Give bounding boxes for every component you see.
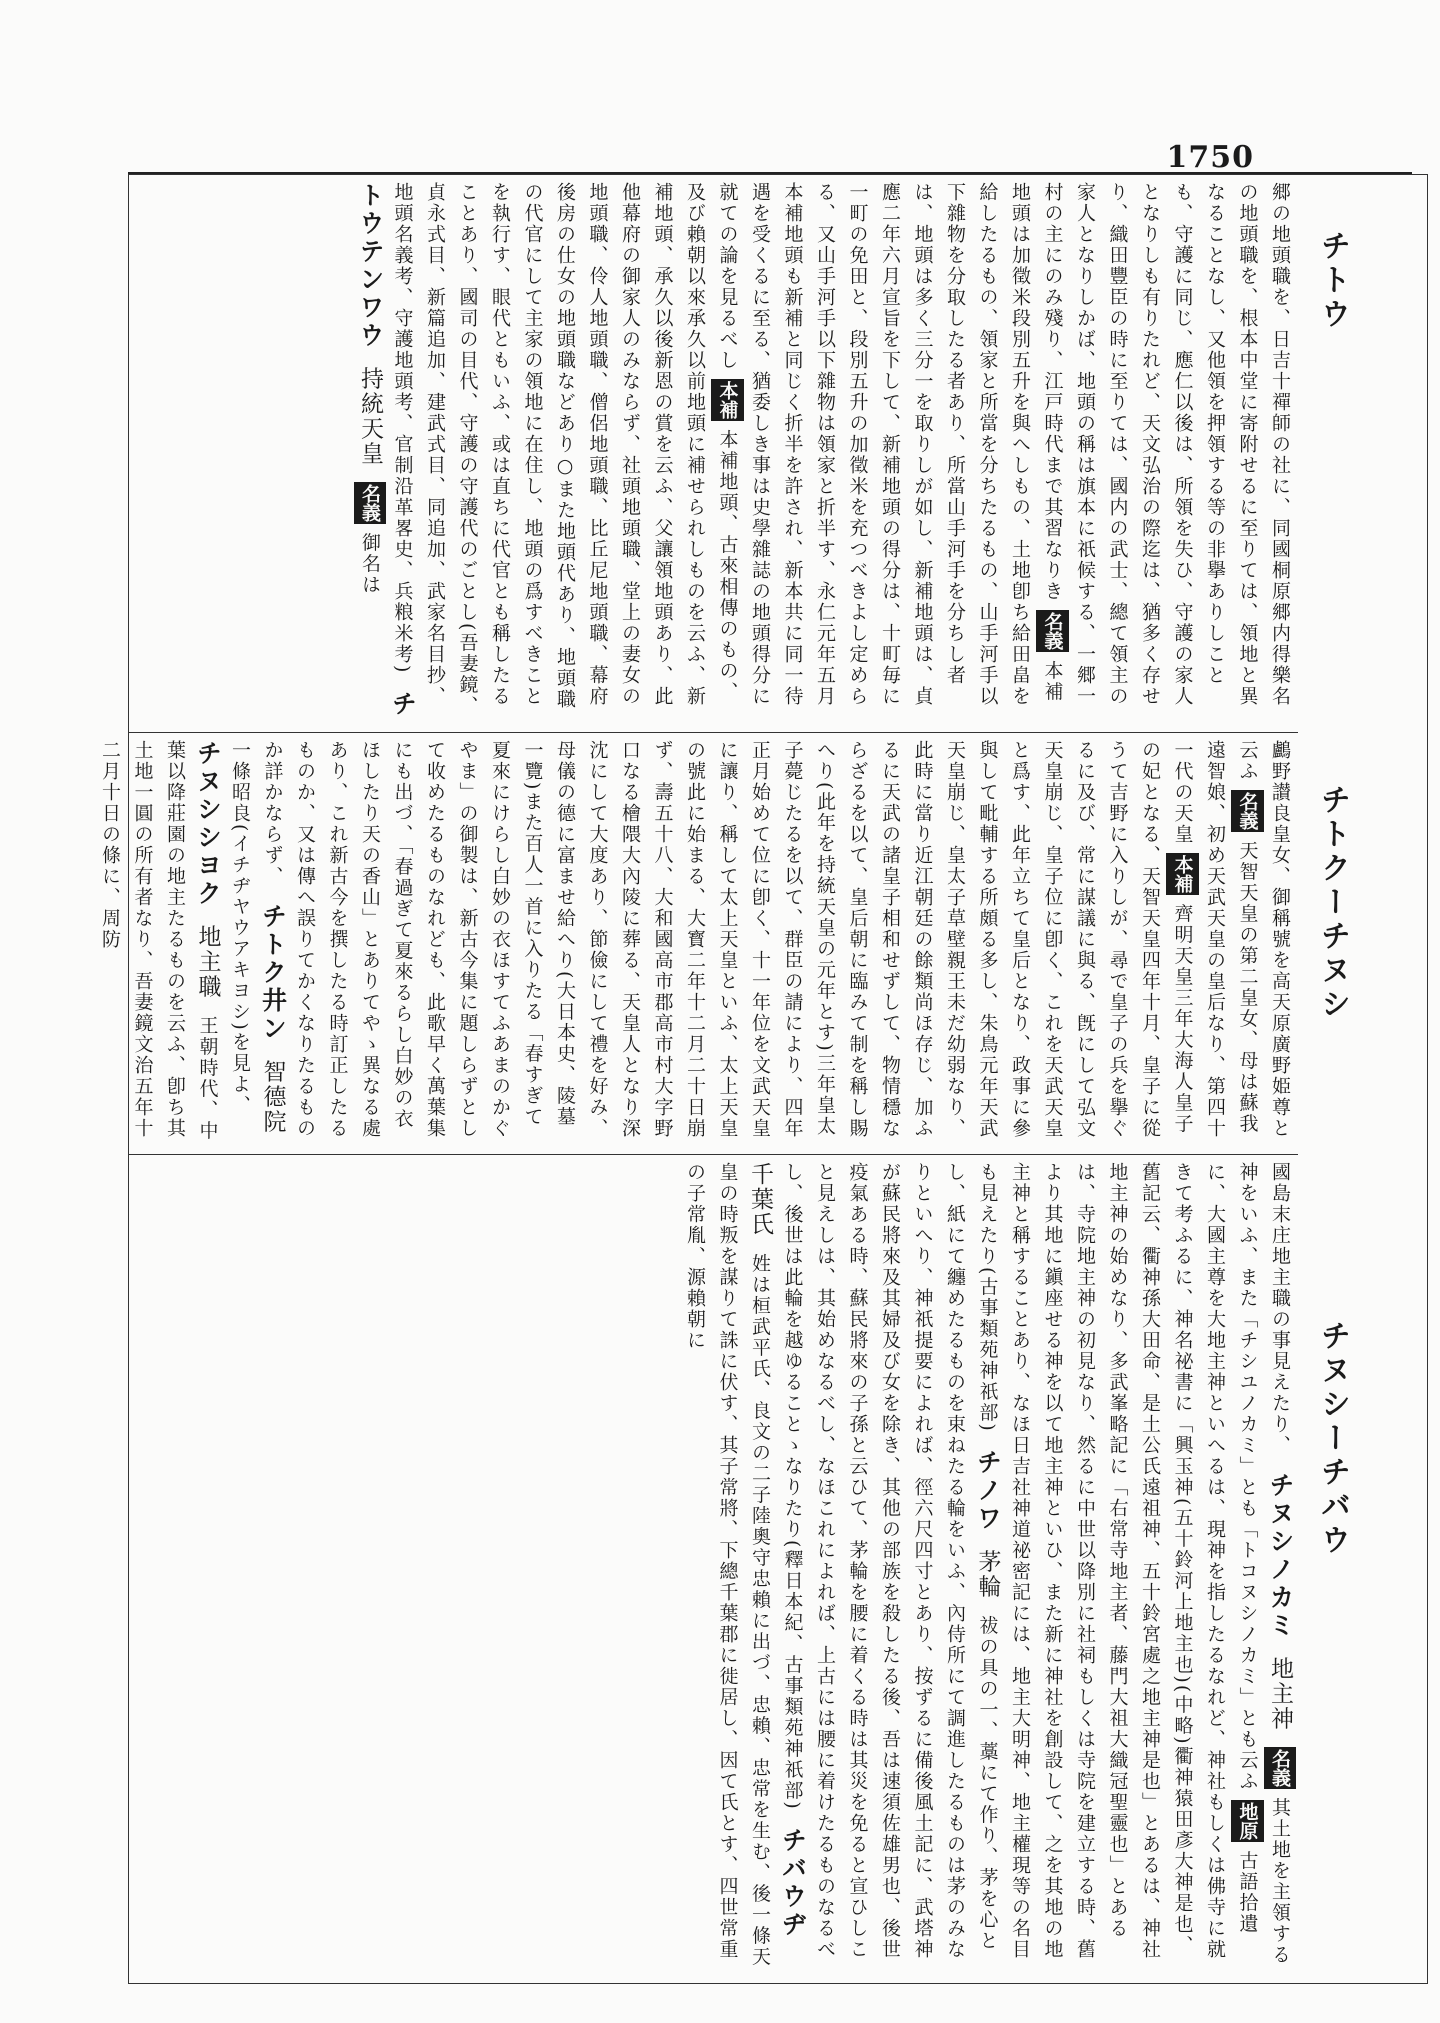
bottom-section <box>136 1162 1296 1972</box>
middle-paragraph-3: 齊明天皇三年大海人皇子の妃となる、天智天皇四年十月、皇子に從うて吉野に入りしが、尋で皇子の兵を擧ぐるに及び、常に謀議に與る、旣にして弘文天皇崩じ、皇子位に卽く、これを天武天皇と爲す、此年立ちて皇后となり、政事に參與して毗輔する所頗る多し、朱鳥元年天武天皇崩じ、皇太子草壁親王未だ幼弱なり、此時に當り近江朝廷の餘類尚ほ存じ、加ふるに天武の諸皇子相和せずして、物情穩ならざるを以て、皇后朝に臨みて制を稱し賜へり(此年を持統天皇の元年とす)三年皇太子薨じたるを以て、群臣の請により、四年正月始めて位に卽く、十一年位を文武天皇に讓り、稱して太上天皇といふ、太上天皇の號此に始まる、大寳二年十二月二十日崩ず、壽五十八、大和國高市郡高市村大字野口なる檜隈大內陵に葬る、天皇人となり深沈にして大度あり、節儉にして禮を好み、母儀の德に富ませ給へり(大日本史、陵墓一覽)また百人一首に入りたる「春すぎて夏來にけらし白妙の衣ほすてふあまのかぐやま」の御製は、新古今集に題しらずとして收めたるものなれども、此歌早く萬葉集にも出づ、「春過ぎて夏來るらし白妙の衣ほしたり天の香山」とありてやゝ異なる處あり、これ新古今を撰したる時訂正したるものか、又は傳へ誤りてかくなりたるものか詳かならず、 <box>261 740 1194 1139</box>
middle-section <box>99 740 1296 1145</box>
top-paragraph-2: 本補地頭は加徵米段別五升を與へしもの、土地卽ち給田畠を給したるもの、領家と所當を分ちたるもの、山手河手以下雜物を分取したる者あり、所當山手河手を分ちし者は、地頭は多く三分一を取りしが如し、新補地頭は、貞應二年六月宣旨を下して、新補地頭の得分は、十町毎に一町の免田と、段別五升の加徵米を充つべきよし定めらる、又山手河手以下雜物は領家と折半す、永仁元年五月本補地頭も新補と同じく折半を許され、新本共に同一待遇を受くるに至る、猶委しき事は史學雜誌の地頭得分に就ての論を見るべし <box>716 182 1064 707</box>
entry-heading-chibauji: チバウヂ <box>778 1826 808 1939</box>
section-divider-2 <box>128 1154 1298 1155</box>
badge-ho: 本補 <box>711 379 744 421</box>
page-number: 1750 <box>1166 140 1254 175</box>
bottom-paragraph-1: 國島末庄地主職の事見えたり、 <box>1269 1162 1291 1456</box>
badge-middle-kamoku: 名義 <box>1231 790 1264 832</box>
running-head-top: チトウ <box>1315 230 1350 332</box>
entry-text-chinushi-no-kami-2: 古語拾遺に、大國主尊を大地主神といへるは、現神を指したるなれど、神社もしくは佛寺に就きて考ふるに、神名祕書に「興玉神(五十鈴河上地主也)(中略)衢神猿田彥大神是也、舊記云、衢神孫大田命、是土公氏遠祖神、五十鈴宮處之地主神是也」とあるは、神社地主神の始めなり、多武峯略記に「右常寺地主者、藤門大祖大織冠聖靈也」とあるは、寺院地主神の初見なり、然るに中世以降別に社祠もしくは寺院を建立する時、舊より其地に鎭座せる神を以て地主神といひ、また新に神社を創設して、之を其地の地主神と稱することあり、なほ日吉社神道祕密記には、地主大明神、地主權現等の名目も見えたり(古事類苑神祇部) <box>976 1162 1259 1960</box>
section-divider-1 <box>128 732 1298 733</box>
entry-heading-chinushi-shoku: チヌシシヨク <box>193 740 223 908</box>
entry-heading-chinushi-no-kami: チヌシノカミ <box>1266 1472 1295 1641</box>
top-section <box>136 182 1296 722</box>
entry-kanji-jito-tenno: 持統天皇 <box>357 366 383 467</box>
entry-text-chibauji: 姓は桓武平氏、良文の二子陸奧守忠賴に出づ、忠賴、忠常を生む、後一條天皇の時叛を謀りて誅に伏す、其子常將、下總千葉郡に徙居し、因て氏とす、四世常重の子常胤、源賴朝に <box>684 1162 771 1968</box>
badge-kamoku: 名義 <box>1036 610 1069 652</box>
entry-kanji-chinowa: 茅輪 <box>974 1549 1001 1600</box>
running-head-middle: チトクーチヌシ <box>1315 784 1350 1022</box>
top-paragraph-1: 郷の地頭職を、日吉十禪師の社に、同國桐原郷内得樂名の地頭職を、根本中堂に寄附せるに至りては、領地と異なることなし、又他領を押領する等の非擧ありしことも、守護に同じ、應仁以後は、所領を失ひ、守護の家人となりしも有りたれど、天文弘治の際迄は、猶多く存せり、織田豐臣の時に至りては、國内の武士、總て領主の家人となりしかば、地頭の稱は旗本に祇候する、一郷一村の主にのみ殘り、江戸時代まで其習なりき <box>1041 182 1291 707</box>
entry-text-chinowa: 祓の具の一、藁にて作り、茅を心とし、紙にて纏めたるものを束ねたる輪をいふ、內侍所にて調進したるものは茅のみなりといへり、神祇提要によれば、徑六尺四寸とあり、按ずるに備後風土記に、武塔神が蘇民將來及其婦及び女を除き、其他の部族を殺したる後、吾は速須佐雄男也、後世疫氣ある時、蘇民將來の子孫と云ひて、茅輪を腰に着くる時は其災を免ると宣ひしこと見えしは、其始めなるべし、なほこれによれば、上古には腰に着けたるものなるべし、後世は此輪を越ゆることゝなりたり(釋日本紀、古事類苑神祇部) <box>781 1162 999 1960</box>
badge-seigi: 名義 <box>354 482 387 524</box>
entry-kanji-chibauji: 千葉氏 <box>747 1162 773 1237</box>
entry-text-chitoku-in: 一條昭良(イチヂヤウアキヨシ)を見よ、 <box>229 740 251 1116</box>
entry-text-chinushi-no-kami: 其土地を主領する神をいふ、また「チシユノカミ」とも「トコヌシノカミ」とも云ふ <box>1236 1162 1291 1966</box>
entry-kanji-chinushi-no-kami: 地主神 <box>1267 1656 1293 1732</box>
entry-kanji-chinushi-shoku: 地主職 <box>194 924 221 1000</box>
entry-heading-chitou-tennou: チトウテンワウ <box>356 182 418 719</box>
entry-heading-chinowa: チノワ <box>973 1448 1003 1533</box>
entry-text-jito-tenno: 御名は <box>359 532 381 596</box>
running-head-bottom: チヌシーチバウ <box>1315 1320 1350 1558</box>
middle-paragraph-2: 天智天皇の第二皇女、母は蘇我遠智娘、初め天武天皇の皇后なり、第四十一代の天皇 <box>1171 740 1259 1139</box>
badge-chinushi-seigi: 名義 <box>1264 1747 1297 1789</box>
entry-kanji-chitoku-in: 智德院 <box>259 1059 286 1135</box>
badge-chiki: 地原 <box>1231 1800 1264 1842</box>
entry-heading-chitoku-in: チトク井ン <box>258 903 288 1044</box>
middle-paragraph-1: 鸕野讃良皇女、御稱號を高天原廣野姫尊と云ふ <box>1236 740 1291 1139</box>
entry-text-chinushi-shoku: 王朝時代、中葉以降莊園の地主たるものを云ふ、卽ち其土地一圓の所有者なり、吾妻鏡文治五年十二月十日の條に、周防 <box>99 740 219 1142</box>
top-paragraph-3: 本補地頭、古來相傳のもの、及び賴朝以來承久以前地頭に補せられしものを云ふ、新補地頭、承久以後新恩の賞を云ふ、父讓領地頭あり、此他幕府の御家人のみならず、社頭地頭職、堂上の妻女の地頭職、伶人地頭職、僧侶地頭職、比丘尼地頭職、幕府後房の仕女の地頭職などあり○また地頭代あり、地頭職の代官にして主家の領地に在住し、地頭の爲すべきことを執行す、眼代ともいふ、或は直ちに代官とも稱したることあり、國司の目代、守護の守護代のごとし(吾妻鏡、貞永式目、新篇追加、建武式目、同追加、武家名目抄、地頭名義考、守護地頭考、官制沿革畧史、兵粮米考) <box>391 182 739 717</box>
badge-middle-ho: 本補 <box>1166 853 1199 895</box>
